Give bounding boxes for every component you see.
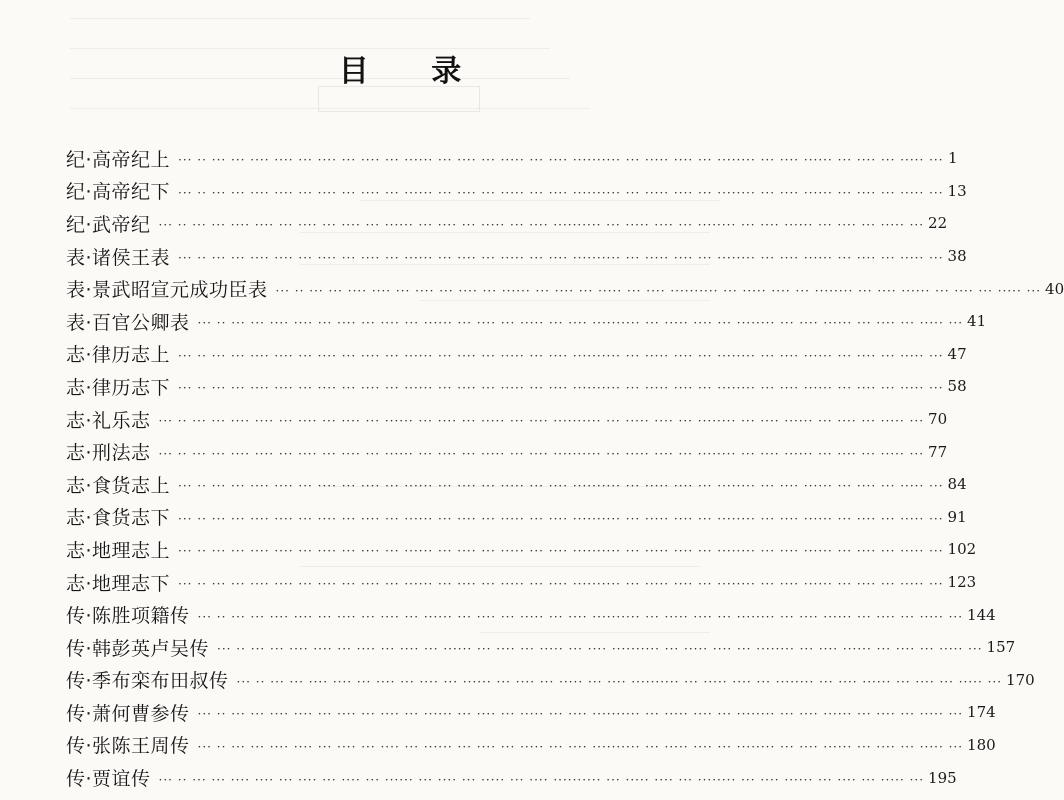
dot-leader: ··· ·· ··· ··· ···· ···· ··· ···· ··· ···· ··· ······ ··· ···· ··· ····· ··· ···· ·········· ··· ····· ···· ··· ········ ··· ···· ······ ··· ···· ··· ····· ··· (178, 479, 944, 494)
toc-entry-page-number: 144 (967, 605, 996, 624)
toc-entry-title: 纪·高帝纪下 (66, 181, 171, 204)
toc-entry-title: 志·刑法志 (66, 442, 151, 465)
toc-entry-page-number: 180 (967, 735, 996, 754)
dot-leader: ··· ·· ··· ··· ···· ···· ··· ···· ··· ···· ··· ······ ··· ···· ··· ····· ··· ···· ·········· ··· ····· ···· ··· ········ ··· ···· ······ ··· ···· ··· ····· ··· (178, 544, 944, 559)
toc-entry-page-number: 13 (947, 181, 967, 200)
toc-entry-page-number: 47 (947, 344, 967, 363)
toc-entry-title: 志·食货志下 (66, 507, 171, 530)
toc-entry-title: 纪·武帝纪 (66, 213, 151, 236)
toc-entry-page-number: 1 (948, 149, 958, 168)
dot-leader: ··· ·· ··· ··· ···· ···· ··· ···· ··· ···· ··· ······ ··· ···· ··· ····· ··· ···· ·········· ··· ····· ···· ··· ········ ··· ···· ······ ··· ···· ··· ····· ··· (197, 609, 964, 624)
toc-entry-page-number: 38 (947, 247, 967, 266)
dot-leader: ··· ·· ··· ··· ···· ···· ··· ···· ··· ···· ··· ······ ··· ···· ··· ····· ··· ···· ·········· ··· ····· ···· ··· ········ ··· ···· ······ ··· ···· ··· ····· ··· (158, 772, 925, 787)
toc-entry (66, 631, 1016, 664)
toc-entry (66, 272, 1064, 305)
toc-entry (66, 598, 996, 631)
toc-entry-page-number: 91 (947, 507, 967, 526)
toc-entry-page-number: 77 (928, 442, 948, 461)
dot-leader: ··· ·· ··· ··· ···· ···· ··· ···· ··· ···· ··· ······ ··· ···· ··· ····· ··· ···· ·········· ··· ····· ···· ··· ········ ··· ···· ······ ··· ···· ··· ····· ··· (197, 707, 964, 722)
toc-entry (66, 338, 967, 371)
toc-entry-title: 志·食货志上 (66, 474, 171, 497)
toc-entry (66, 468, 967, 501)
dot-leader: ··· ·· ··· ··· ···· ···· ··· ···· ··· ···· ··· ······ ··· ···· ··· ····· ··· ···· ·········· ··· ····· ···· ··· ········ ··· ···· ······ ··· ···· ··· ····· ··· (178, 251, 944, 266)
dot-leader: ··· ·· ··· ··· ···· ···· ··· ···· ··· ···· ··· ······ ··· ···· ··· ····· ··· ···· ·········· ··· ····· ···· ··· ········ ··· ···· ······ ··· ···· ··· ····· ··· (178, 153, 944, 168)
dot-leader: ··· ·· ··· ··· ···· ···· ··· ···· ··· ···· ··· ······ ··· ···· ··· ····· ··· ···· ·········· ··· ····· ···· ··· ········ ··· ···· ······ ··· ···· ··· ····· ··· (158, 218, 925, 233)
toc-entry-page-number: 157 (986, 638, 1016, 657)
toc-entry-title: 传·季布栾布田叔传 (66, 670, 229, 693)
toc-entry (66, 240, 967, 273)
toc-entry-page-number: 170 (1006, 670, 1035, 689)
toc-entry (66, 175, 967, 208)
toc-entry (66, 696, 996, 729)
toc-entry (66, 501, 967, 534)
toc-entry (66, 729, 996, 762)
dot-leader: ··· ·· ··· ··· ···· ···· ··· ···· ··· ···· ··· ······ ··· ···· ··· ····· ··· ···· ·········· ··· ····· ···· ··· ········ ··· ···· ······ ··· ···· ··· ····· ··· (178, 381, 944, 396)
dot-leader: ··· ·· ··· ··· ···· ···· ··· ···· ··· ···· ··· ······ ··· ···· ··· ····· ··· ···· ·········· ··· ····· ···· ··· ········ ··· ···· ······ ··· ···· ··· ····· ··· (158, 446, 925, 461)
toc-entry-title: 志·律历志下 (66, 376, 171, 399)
toc-entry-page-number: 102 (947, 540, 977, 559)
toc-entry-page-number: 195 (928, 768, 957, 787)
toc-entry-title: 传·陈胜项籍传 (66, 605, 190, 628)
toc-entry (66, 370, 967, 403)
toc-entry-page-number: 174 (967, 703, 996, 722)
toc-entry-title: 志·地理志上 (66, 539, 171, 562)
toc-entry-title: 表·百官公卿表 (66, 311, 190, 334)
page-title: 目 录 (338, 54, 488, 90)
toc-entry-page-number: 22 (928, 214, 948, 233)
toc-entry (66, 533, 977, 566)
dot-leader: ··· ·· ··· ··· ···· ···· ··· ···· ··· ···· ··· ······ ··· ···· ··· ····· ··· ···· ·········· ··· ····· ···· ··· ········ ··· ···· ······ ··· ···· ··· ····· ··· (158, 414, 925, 429)
table-of-contents (66, 142, 1064, 794)
toc-entry-title: 表·诸侯王表 (66, 246, 171, 269)
toc-entry-page-number: 58 (947, 377, 967, 396)
toc-entry-title: 志·礼乐志 (66, 409, 151, 432)
toc-entry (66, 664, 1035, 697)
dot-leader: ··· ·· ··· ··· ···· ···· ··· ···· ··· ···· ··· ······ ··· ···· ··· ····· ··· ···· ·········· ··· ····· ···· ··· ········ ··· ···· ······ ··· ···· ··· ····· ··· (217, 642, 983, 657)
toc-entry-title: 传·韩彭英卢吴传 (66, 637, 210, 660)
toc-entry-title: 表·景武昭宣元成功臣表 (66, 279, 268, 302)
toc-entry (66, 207, 948, 240)
toc-entry-page-number: 70 (928, 410, 948, 429)
dot-leader: ··· ·· ··· ··· ···· ···· ··· ···· ··· ···· ··· ······ ··· ···· ··· ····· ··· ···· ·········· ··· ····· ···· ··· ········ ··· ···· ······ ··· ···· ··· ····· ··· (178, 577, 944, 592)
dot-leader: ··· ·· ··· ··· ···· ···· ··· ···· ··· ···· ··· ······ ··· ···· ··· ····· ··· ···· ·········· ··· ····· ···· ··· ········ ··· ···· ······ ··· ···· ··· ····· ··· (178, 185, 944, 200)
toc-entry-title: 传·萧何曹参传 (66, 702, 190, 725)
dot-leader: ··· ·· ··· ··· ···· ···· ··· ···· ··· ···· ··· ······ ··· ···· ··· ····· ··· ···· ·········· ··· ····· ···· ··· ········ ··· ···· ······ ··· ···· ··· ····· ··· (197, 316, 964, 331)
toc-entry (66, 142, 958, 175)
toc-entry-page-number: 40 (1045, 279, 1064, 298)
toc-entry-page-number: 84 (947, 475, 967, 494)
toc-entry (66, 305, 987, 338)
dot-leader: ··· ·· ··· ··· ···· ···· ··· ···· ··· ···· ··· ······ ··· ···· ··· ····· ··· ···· ·········· ··· ····· ···· ··· ········ ··· ···· ······ ··· ···· ··· ····· ··· (275, 283, 1042, 298)
toc-entry (66, 403, 948, 436)
toc-entry-title: 志·地理志下 (66, 572, 171, 595)
toc-entry (66, 566, 977, 599)
toc-entry-page-number: 41 (967, 312, 987, 331)
toc-entry (66, 761, 957, 794)
dot-leader: ··· ·· ··· ··· ···· ···· ··· ···· ··· ···· ··· ······ ··· ···· ··· ····· ··· ···· ·········· ··· ····· ···· ··· ········ ··· ···· ······ ··· ···· ··· ····· ··· (178, 511, 944, 526)
toc-entry-title: 传·贾谊传 (66, 768, 151, 791)
dot-leader: ··· ·· ··· ··· ···· ···· ··· ···· ··· ···· ··· ······ ··· ···· ··· ····· ··· ···· ·········· ··· ····· ···· ··· ········ ··· ···· ······ ··· ···· ··· ····· ··· (236, 674, 1003, 689)
toc-entry-title: 志·律历志上 (66, 344, 171, 367)
toc-entry-page-number: 123 (947, 573, 977, 592)
dot-leader: ··· ·· ··· ··· ···· ···· ··· ···· ··· ···· ··· ······ ··· ···· ··· ····· ··· ···· ·········· ··· ····· ···· ··· ········ ··· ···· ······ ··· ···· ··· ····· ··· (178, 348, 944, 363)
toc-entry (66, 435, 948, 468)
toc-entry-title: 纪·高帝纪上 (66, 148, 171, 171)
dot-leader: ··· ·· ··· ··· ···· ···· ··· ···· ··· ···· ··· ······ ··· ···· ··· ····· ··· ···· ·········· ··· ····· ···· ··· ········ ··· ···· ······ ··· ···· ··· ····· ··· (197, 739, 964, 754)
toc-entry-title: 传·张陈王周传 (66, 735, 190, 758)
